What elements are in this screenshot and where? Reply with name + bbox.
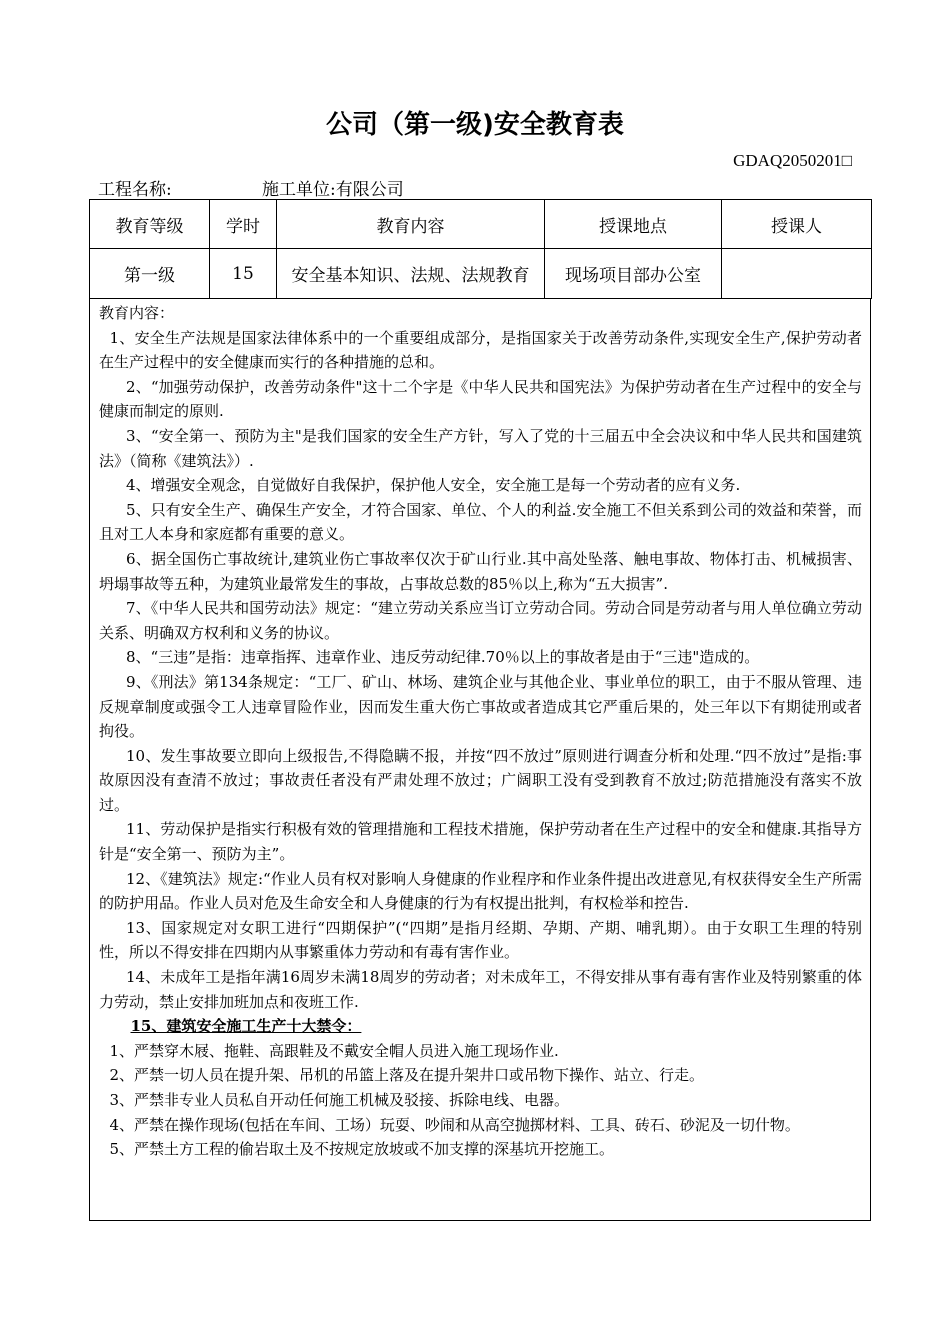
- content-item-10: 10、发生事故要立即向上级报告,不得隐瞒不报，并按“四不放过”原则进行调查分析和处理.“四不放过”是指:事故原因没有查清不放过；事故责任者没有严肃处理不放过；广阔职工没有受到教育不放过;防范措施没有落实不放过。: [99, 746, 862, 814]
- table-header-row: [90, 200, 872, 249]
- page-title: 公司（第一级)安全教育表: [326, 110, 624, 140]
- cell-content: 安全基本知识、法规、法规教育: [277, 249, 545, 299]
- content-item-9: 9、《刑法》第134条规定：“工厂、矿山、林场、建筑企业与其他企业、事业单位的职工，由于不服从管理、违反规章制度或强令工人违章冒险作业，因而发生重大伤亡事故或者造成其它严重后果的，处三年以下有期徒刑或者拘役。: [99, 672, 862, 741]
- cell-instructor: [722, 249, 872, 299]
- rule-item-5: 5、严禁土方工程的偷岩取土及不按规定放坡或不加支撑的深基坑开挖施工。: [109, 1140, 615, 1159]
- rule-item-3: 3、严禁非专业人员私自开动任何施工机械及驳接、拆除电线、电器。: [109, 1091, 570, 1109]
- content-item-7: 7、《中华人民共和国劳动法》规定：“建立劳动关系应当订立劳动合同。劳动合同是劳动者与用人单位确立劳动关系、明确双方权利和义务的协议。: [99, 599, 862, 642]
- content-item-5: 5、只有安全生产、确保生产安全，才符合国家、单位、个人的利益.安全施工不但关系到公司的效益和荣誉，而且对工人本身和家庭都有重要的意义。: [99, 500, 862, 544]
- header-level: 教育等级: [90, 200, 210, 249]
- rule-item-2: 2、严禁一切人员在提升架、吊机的吊篮上落及在提升架井口或吊物下操作、站立、行走。: [109, 1066, 705, 1085]
- content-item-8: 8、“三违”是指：违章指挥、违章作业、违反劳动纪律.70％以上的事故者是由于“三违"造成的。: [126, 648, 760, 667]
- content-item-2: 2、“加强劳动保护，改善劳动条件"这十二个字是《中华人民共和国宪法》为保护劳动者在生产过程中的安全与健康而制定的原则.: [99, 377, 862, 421]
- content-item-3: 3、“安全第一、预防为主"是我们国家的安全生产方针，写入了党的十三届五中全会决议和中华人民共和国建筑法》（简称《建筑法》）.: [99, 426, 862, 470]
- table-row: [90, 249, 872, 299]
- content-item-12: 12、《建筑法》规定:“作业人员有权对影响人身健康的作业程序和作业条件提出改进意见,有权获得安全生产所需的防护用品。作业人员对危及生命安全和人身健康的行为有权提出批判，有权检举和控告.: [99, 869, 862, 913]
- content-item-1: 1、安全生产法规是国家法律体系中的一个重要组成部分，是指国家关于改善劳动条件,实现安全生产,保护劳动者在生产过程中的安全健康而实行的各种措施的总和。: [99, 328, 862, 372]
- project-name-label: 工程名称:: [98, 180, 172, 200]
- header-hours: 学时: [210, 200, 277, 249]
- content-item-6: 6、据全国伤亡事故统计,建筑业伤亡事故率仅次于矿山行业.其中高处坠落、触电事故、物体打击、机械损害、坍塌事故等五种，为建筑业最常发生的事故，占事故总数的85％以上,称为“五大损害”.: [99, 549, 862, 593]
- education-table: [89, 199, 872, 299]
- header-location: 授课地点: [545, 200, 722, 249]
- education-content-box: [89, 298, 871, 1221]
- form-code: GDAQ2050201□: [733, 151, 852, 170]
- content-item-4: 4、增强安全观念，自觉做好自我保护，保护他人安全，安全施工是每一个劳动者的应有义务.: [126, 476, 741, 495]
- content-item-11: 11、劳动保护是指实行积极有效的管理措施和工程技术措施，保护劳动者在生产过程中的安全和健康.其指导方针是“安全第一、预防为主”。: [99, 820, 862, 864]
- content-item-14: 14、未成年工是指年满16周岁未满18周岁的劳动者；对未成年工，不得安排从事有毒有害作业及特别繁重的体力劳动，禁止安排加班加点和夜班工作.: [99, 968, 862, 1011]
- header-instructor: 授课人: [722, 200, 872, 249]
- cell-level: 第一级: [90, 249, 210, 299]
- construction-unit-label: 施工单位:有限公司: [262, 180, 404, 200]
- content-item-13: 13、国家规定对女职工进行“四期保护”(“四期”是指月经期、孕期、产期、哺乳期）。由于女职工生理的特别性，所以不得安排在四期内从事繁重体力劳动和有毒有害作业。: [99, 918, 862, 962]
- header-content: 教育内容: [277, 200, 545, 249]
- content-heading: 教育内容：: [99, 304, 175, 322]
- rule-item-1: 1、严禁穿木屐、拖鞋、高跟鞋及不戴安全帽人员进入施工现场作业.: [109, 1041, 559, 1060]
- cell-hours: 15: [210, 249, 277, 299]
- rules-title: 15、建筑安全施工生产十大禁令：: [130, 1017, 362, 1036]
- cell-location: 现场项目部办公室: [545, 249, 722, 299]
- rule-item-4: 4、严禁在操作现场(包括在车间、工场）玩耍、吵闹和从高空抛掷材料、工具、砖石、砂泥及一切什物。: [109, 1115, 800, 1134]
